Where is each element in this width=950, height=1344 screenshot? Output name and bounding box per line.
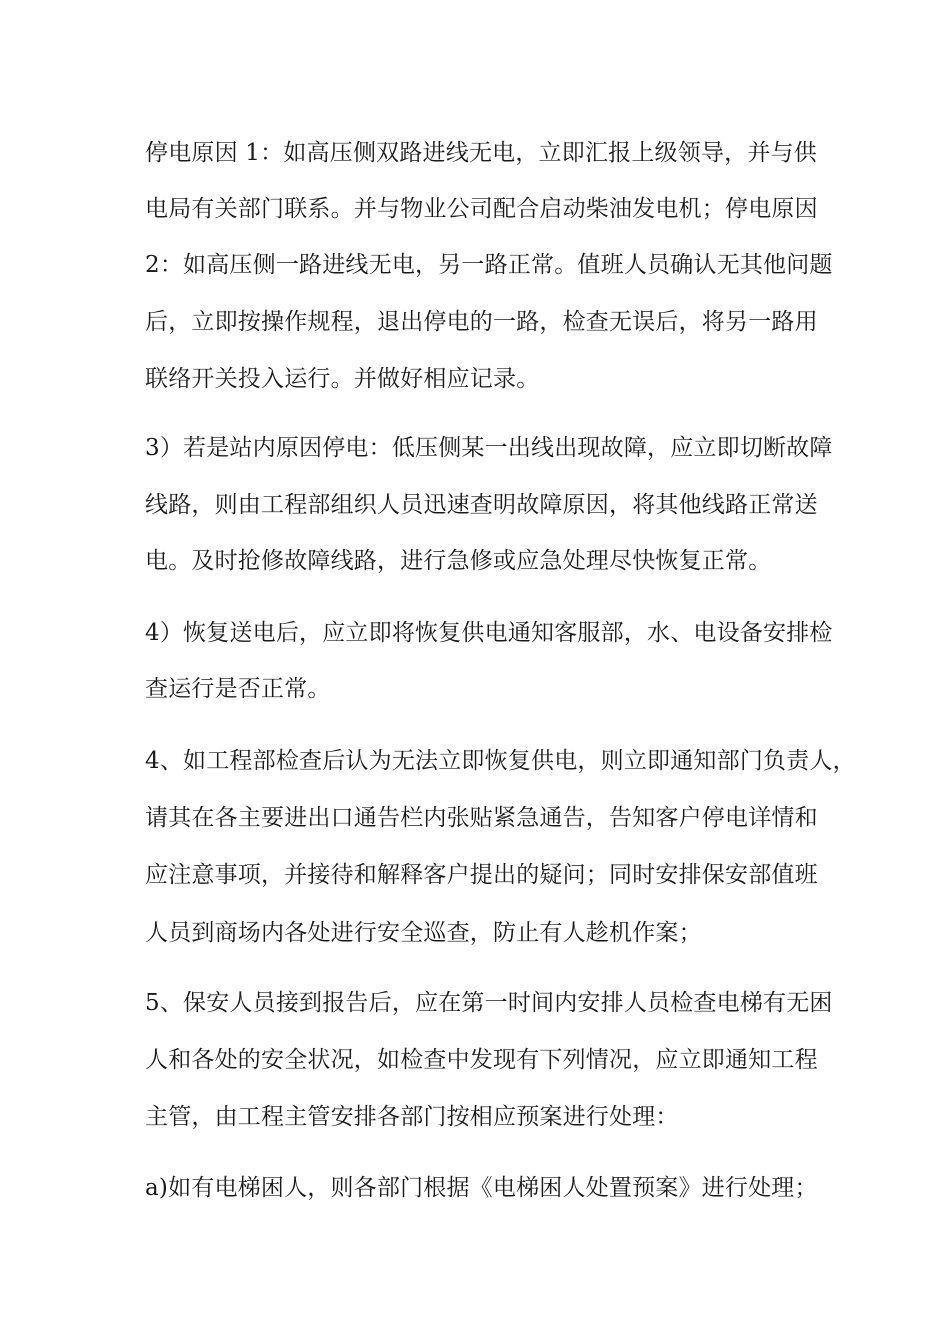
- text-line: 主管，由工程主管安排各部门按相应预案进行处理：: [145, 1104, 679, 1130]
- text-line: 联络开关投入运行。并做好相应记录。: [145, 366, 540, 392]
- text-line: 线路，则由工程部组织人员迅速查明故障原因，将其他线路正常送: [145, 492, 818, 518]
- text-line: 4、如工程部检查后认为无法立即恢复供电，则立即通知部门负责人，: [145, 748, 856, 774]
- text-line: 人员到商场内各处进行安全巡查，防止有人趁机作案；: [145, 920, 702, 946]
- text-line: 请其在各主要进出口通告栏内张贴紧急通告，告知客户停电详情和: [145, 805, 818, 831]
- text-line: 停电原因 1：如高压侧双路进线无电，立即汇报上级领导，并与供: [145, 140, 817, 166]
- text-line: 应注意事项，并接待和解释客户提出的疑问；同时安排保安部值班: [145, 862, 818, 888]
- text-line: a)如有电梯困人，则各部门根据《电梯困人处置预案》进行处理；: [145, 1175, 818, 1201]
- text-line: 查运行是否正常。: [145, 676, 331, 702]
- text-line: 后，立即按操作规程，退出停电的一路，检查无误后，将另一路用: [145, 309, 818, 335]
- text-line: 2：如高压侧一路进线无电，另一路正常。值班人员确认无其他问题: [145, 252, 833, 278]
- text-line: 电局有关部门联系。并与物业公司配合启动柴油发电机；停电原因: [145, 196, 818, 222]
- text-line: 3）若是站内原因停电：低压侧某一出线出现故障，应立即切断故障: [145, 435, 833, 461]
- text-line: 5、保安人员接到报告后，应在第一时间内安排人员检查电梯有无困: [145, 990, 833, 1016]
- text-line: 人和各处的安全状况，如检查中发现有下列情况，应立即通知工程: [145, 1047, 818, 1073]
- text-line: 电。及时抢修故障线路，进行急修或应急处理尽快恢复正常。: [145, 548, 772, 574]
- text-line: 4）恢复送电后，应立即将恢复供电通知客服部，水、电设备安排检: [145, 620, 833, 646]
